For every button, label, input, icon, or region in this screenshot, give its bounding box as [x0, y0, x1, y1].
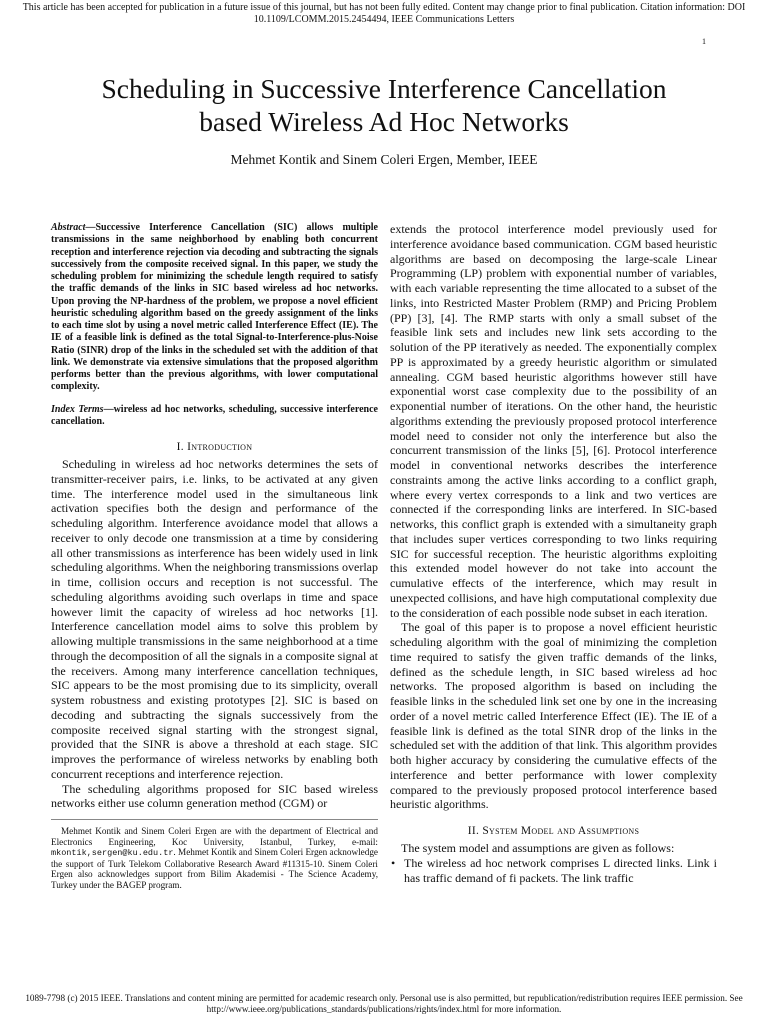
title-line-2: based Wireless Ad Hoc Networks — [199, 106, 569, 137]
abstract-label: Abstract — [51, 222, 86, 233]
intro-paragraph-2: The scheduling algorithms proposed for SIC based wireless networks either use column generation method (CGM) or — [51, 781, 378, 811]
footnote-text-1: Mehmet Kontik and Sinem Coleri Ergen are with the department of Electrical and Electronics Engineering, Koc University, Istanbul, Turkey, e-mail: — [51, 826, 378, 847]
title-line-1: Scheduling in Successive Interference Cancellation — [101, 73, 667, 104]
author-list: Mehmet Kontik and Sinem Coleri Ergen, Member, IEEE — [230, 152, 538, 167]
footnote-text-2: . Mehmet Kontik and Sinem Coleri Ergen acknowledge the support of Turk Telekom Collaborative Research Award #11315-10. Sinem Coleri Ergen also acknowledges support from Bilim Akademisi - The Science Academy, Turkey under the BAGEP program. — [51, 847, 378, 890]
author-footnote — [51, 819, 378, 891]
paper-title — [20, 72, 748, 138]
right-column — [390, 222, 717, 885]
section-heading-system-model: II. System Model and Assumptions — [467, 825, 640, 837]
index-terms-label: Index Terms — [51, 403, 104, 415]
left-column — [51, 222, 378, 891]
index-terms — [51, 404, 378, 429]
copyright-footer: 1089-7798 (c) 2015 IEEE. Translations and content mining are permitted for academic research only. Personal use is also permitted, but republication/redistribution requires IEEE permission. See http://www.ieee.org/publications_standards/publications/rights/index.html for more information. — [25, 993, 743, 1014]
index-terms-text: —wireless ad hoc networks, scheduling, successive interference cancellation. — [51, 403, 378, 427]
intro-paragraph-3: The goal of this paper is to propose a novel efficient heuristic scheduling algorithm with the goal of minimizing the completion time required to satisfy the given traffic demands of the links, defined as the schedule length, in SIC based wireless ad hoc networks. The proposed algorithm is based on including the feasible links in the scheduled link set one by one in the increasing order of a novel metric called Interference Effect (IE). The IE of a feasible link is defined as the total SINR drop of the links in the scheduled set with the addition of that link. This algorithm provides both higher accuracy by considering the cumulative effects of the interference and better performance with lower complexity compared to the previously proposed protocol interference based heuristic algorithms. — [390, 620, 717, 812]
intro-paragraph-2-continued: extends the protocol interference model previously used for interference avoidance based communication. CGM based heuristic algorithms are based on decomposing the large-scale Linear Programming (LP) problem with exponential number of variables, with each variable representing the time allocated to a subset of the links, into Restricted Master Problem (RMP) and Pricing Problem (PP) [3], [4]. The RMP starts with only a small subset of the feasible link sets and includes new link sets according to the solution of the PP iteratively as needed. The exponentially complex PP is approximated by a greedy heuristic algorithm or simulated annealing. CGM based heuristic algorithms however still have exponential worst case complexity due to the possibility of an exponential number of iterations. On the other hand, the heuristic algorithms extending the previously proposed protocol interference model need to consider not only the interference but also the concurrent transmission of the links [5], [6]. Protocol interference model in conventional networks describes the interference constraints among the active links according to a conflict graph, where every vertex corresponds to a link and two vertices are connected if the corresponding links are interfered. In SIC-based networks, this conflict graph is extended with a simultaneity graph that includes super vertices corresponding to two links requiring SIC for successful reception. The heuristic algorithms exploiting this extended model however do not take into account the cumulative effects of the interference, which may result in unexpected collisions, and have high computational complexity due to the consideration of each possible node subset in each iteration. — [390, 222, 717, 620]
system-model-intro: The system model and assumptions are given as follows: — [401, 841, 675, 855]
section-heading-introduction: I. Introduction — [176, 441, 253, 453]
footnote-email: mkontik,sergen@ku.edu.tr — [51, 848, 174, 859]
intro-paragraph-1: Scheduling in wireless ad hoc networks determines the sets of transmitter-receiver pairs, i.e. links, to be activated at any given time. The interference model used in the simultaneous link activation specifies both the design and performance of the scheduling algorithm. Interference avoidance model that allows a receiver to only decode one transmission at a time by considering all other transmissions as interference has been widely used in link scheduling algorithms. When the neighboring transmissions overlap in time, collision occurs and reception is not successful. The scheduling algorithms avoiding such overlaps in time and space however limit the capacity of wireless ad hoc networks [1]. Interference cancellation model aims to solve this problem by allowing multiple transmissions in the same neighborhood at a time through the decomposition of all the signals in a composite signal at the receivers. Among many interference cancellation techniques, SIC appears to be the most promising due to its simplicity, overall system robustness and existing prototypes [2]. SIC is based on decoding and subtracting the signals successively from the composite received signal starting with the strongest signal, provided that the SINR is above a threshold at each stage. SIC improves the performance of wireless networks by enabling both concurrent receptions and interference rejection. — [51, 457, 378, 781]
publication-notice: This article has been accepted for publication in a future issue of this journal, but has not been fully edited. Content may change prior to final publication. Citation information: DOI 10.1109/LCOMM.2015.2454494, IEEE Communications Letters — [22, 2, 746, 25]
assumption-item: • The wireless ad hoc network comprises L directed links. Link i has traffic demand of fi packets. The link traffic — [404, 856, 717, 886]
abstract — [51, 222, 378, 394]
abstract-text: —Successive Interference Cancellation (SIC) allows multiple transmissions in the same neighborhood by enabling both concurrent reception and interference rejection via decoding and subtracting the signals successively from the composite received signal. In this paper, we study the scheduling problem for minimizing the schedule length required to satisfy the traffic demands of the links in SIC based wireless ad hoc networks. Upon proving the NP-hardness of the problem, we propose a novel efficient heuristic scheduling algorithm based on the greedy assignment of the links to each time slot by using a novel metric called Interference Effect (IE). The IE of a feasible link is defined as the total Signal-to-Interference-plus-Noise Ratio (SINR) drop of the links in the scheduled set with the addition of that link. We demonstrate via extensive simulations that the proposed algorithm performs better than the previous algorithms, with lower computational complexity. — [51, 222, 378, 393]
assumption-list — [390, 856, 717, 886]
page-number: 1 — [702, 37, 706, 46]
